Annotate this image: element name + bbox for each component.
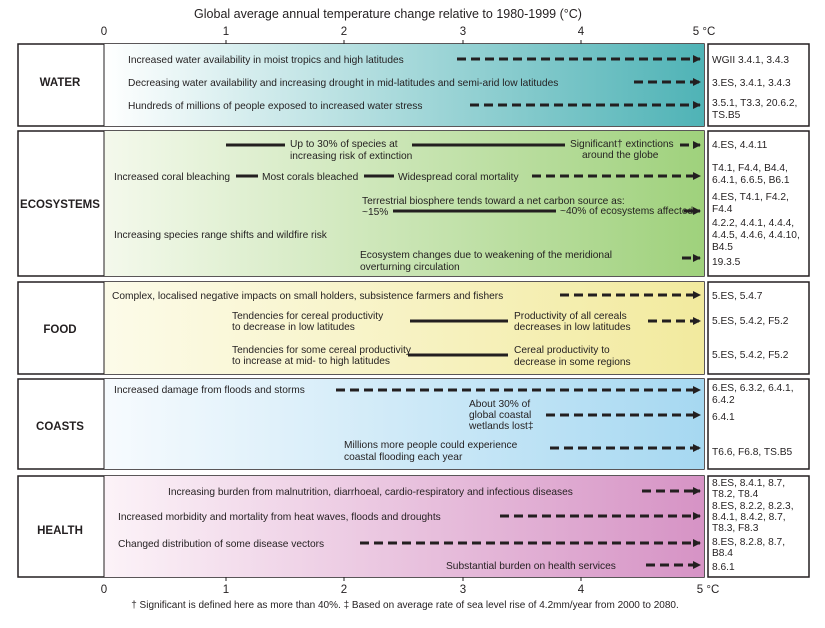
reference-text: T8.3, F8.3 [712, 523, 759, 534]
top-tick-4: 4 [577, 26, 585, 38]
bottom-axis [101, 584, 719, 596]
impact-text: Cereal productivity to [514, 345, 610, 356]
reference-text: 4.ES, 4.4.11 [712, 140, 768, 151]
impact-text: Significant† extinctions [570, 139, 674, 150]
reference-text: 8.ES, 8.2.2, 8.2.3, [712, 501, 794, 512]
top-axis [101, 26, 715, 38]
impact-text: Ecosystem changes due to weakening of the meridional [360, 250, 613, 261]
impact-text: Tendencies for cereal productivity [232, 311, 384, 322]
footnote: † Significant is defined here as more than 40%. ‡ Based on average rate of sea level rise of 4.2mm/year from 2000 to 2080. [131, 600, 679, 611]
impact-text: overturning circulation [360, 262, 460, 273]
reference-text: 8.ES, 8.4.1, 8.7, [712, 478, 786, 489]
top-tick-1: 1 [222, 26, 230, 38]
chart-title: Global average annual temperature change relative to 1980-1999 (°C) [194, 7, 582, 21]
reference-text: 5.ES, 5.4.2, F5.2 [712, 350, 789, 361]
reference-text: 5.ES, 5.4.7 [712, 291, 763, 302]
sector-label: COASTS [36, 421, 84, 433]
sector-food [18, 282, 809, 374]
impact-text: Increasing burden from malnutrition, diarrhoeal, cardio-respiratory and infectious diseases [168, 487, 573, 498]
impact-text: wetlands lost‡ [469, 421, 534, 432]
reference-text: F4.4 [712, 204, 733, 215]
reference-text: T4.1, F4.4, B4.4, [712, 163, 788, 174]
impact-text: to increase at mid- to high latitudes [232, 356, 390, 367]
bottom-tick-4: 4 [577, 584, 585, 596]
impact-text: decreases in low latitudes [514, 322, 631, 333]
impact-text: increasing risk of extinction [290, 151, 413, 162]
impact-text: global coastal [469, 410, 532, 421]
reference-text: 3.5.1, T3.3, 20.6.2, [712, 98, 798, 109]
impact-text: Millions more people could experience [344, 440, 518, 451]
impact-text: Increased morbidity and mortality from heat waves, floods and droughts [118, 512, 441, 523]
impact-text: to decrease in low latitudes [232, 322, 355, 333]
impact-text: About 30% of [469, 399, 531, 410]
reference-text: 5.ES, 5.4.2, F5.2 [712, 316, 789, 327]
impact-text: Productivity of all cereals [514, 311, 627, 322]
impact-text: around the globe [582, 150, 659, 161]
reference-text: 6.ES, 6.3.2, 6.4.1, [712, 383, 794, 394]
sector-label: FOOD [43, 324, 77, 336]
impact-text: Changed distribution of some disease vectors [118, 539, 325, 550]
reference-text: 6.4.1, 6.6.5, B6.1 [712, 175, 790, 186]
impact-text: Hundreds of millions of people exposed to increased water stress [128, 101, 423, 112]
bottom-tick-1: 1 [222, 584, 230, 596]
sector-label: HEALTH [37, 525, 83, 537]
impact-text: Terrestrial biosphere tends toward a net carbon source as: [362, 196, 625, 207]
reference-text: 8.ES, 8.2.8, 8.7, [712, 537, 786, 548]
impact-text: decrease in some regions [514, 357, 631, 368]
impact-text: ~40% of ecosystems affected [560, 206, 694, 217]
impact-text: Substantial burden on health services [446, 561, 616, 572]
bottom-tick-2: 2 [340, 584, 348, 596]
sector-coasts [18, 379, 809, 469]
reference-text: 6.4.2 [712, 395, 735, 406]
bottom-tick-0: 0 [100, 584, 108, 596]
impact-text: coastal flooding each year [344, 452, 463, 463]
reference-text: WGII 3.4.1, 3.4.3 [712, 55, 790, 66]
sector-water [18, 44, 809, 126]
reference-text: 6.4.1 [712, 412, 735, 423]
impact-text: Increased coral bleaching [114, 172, 231, 183]
reference-text: 4.4.5, 4.4.6, 4.4.10, [712, 230, 800, 241]
bottom-tick-5: 5 °C [696, 584, 720, 596]
bottom-tick-3: 3 [459, 584, 467, 596]
top-tick-5: 5 °C [692, 26, 716, 38]
top-tick-2: 2 [340, 26, 348, 38]
reference-text: 4.2.2, 4.4.1, 4.4.4, [712, 218, 795, 229]
impact-text: Tendencies for some cereal productivity [232, 345, 411, 356]
reference-text: 4.ES, T4.1, F4.2, [712, 192, 789, 203]
top-tick-3: 3 [459, 26, 467, 38]
sector-label: ECOSYSTEMS [20, 199, 100, 211]
reference-text: TS.B5 [712, 110, 741, 121]
impact-text: Most corals bleached [262, 172, 359, 183]
reference-text: 8.4.1, 8.4.2, 8.7, [712, 512, 786, 523]
reference-text: 3.ES, 3.4.1, 3.4.3 [712, 78, 791, 89]
impact-text: Complex, localised negative impacts on small holders, subsistence farmers and fishers [112, 291, 504, 302]
impact-text: Increased damage from floods and storms [114, 385, 305, 396]
sector-health [18, 476, 809, 577]
sector-ecosystems [18, 131, 809, 276]
impact-text: ~15% [362, 207, 389, 218]
reference-text: B8.4 [712, 548, 733, 559]
impact-text: Widespread coral mortality [398, 172, 519, 183]
impact-text: Decreasing water availability and increasing drought in mid-latitudes and semi-arid low latitudes [128, 78, 559, 89]
impact-text: Increased water availability in moist tropics and high latitudes [128, 55, 404, 66]
sector-label: WATER [39, 77, 81, 89]
top-tick-0: 0 [100, 26, 108, 38]
reference-text: 19.3.5 [712, 257, 741, 268]
reference-text: B4.5 [712, 242, 733, 253]
reference-text: T6.6, F6.8, TS.B5 [712, 447, 793, 458]
reference-text: T8.2, T8.4 [712, 489, 759, 500]
impact-text: Increasing species range shifts and wildfire risk [114, 230, 327, 241]
impact-text: Up to 30% of species at [290, 139, 398, 150]
reference-text: 8.6.1 [712, 562, 735, 573]
